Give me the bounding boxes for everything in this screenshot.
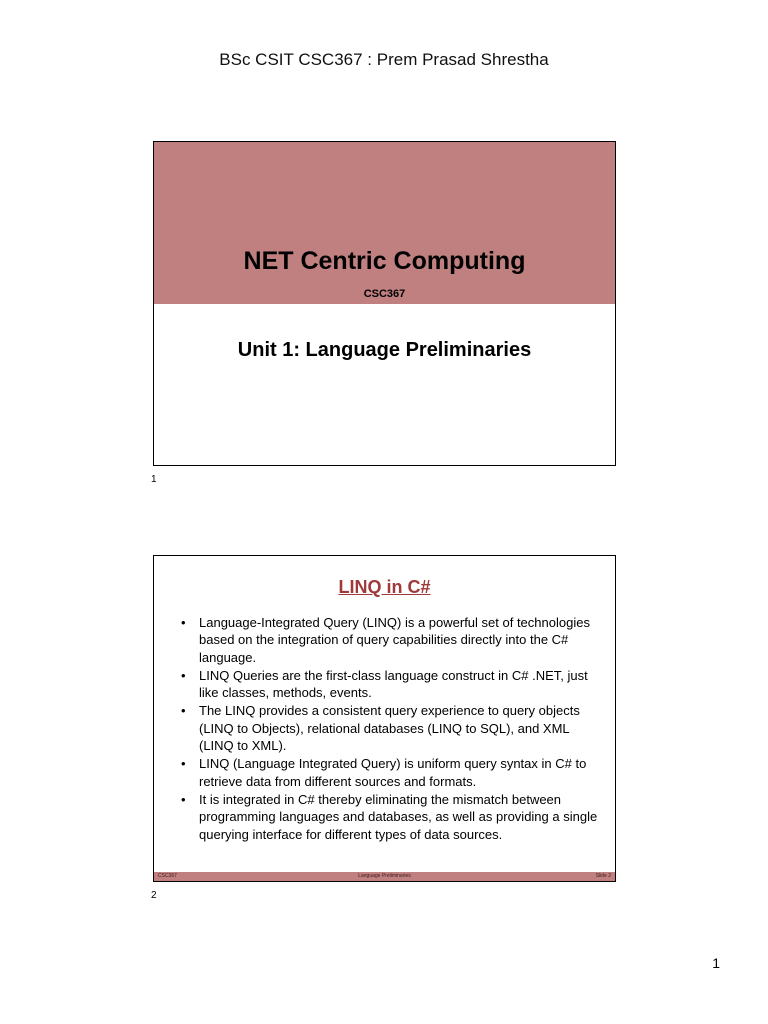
list-item (181, 667, 601, 702)
slide-1-unit-title: Unit 1: Language Preliminaries (237, 339, 532, 361)
slide-1-number: 1 (151, 474, 157, 485)
bullet-icon: • (181, 791, 186, 807)
bullet-text: Language-Integrated Query (LINQ) is a powerful set of technologies based on the integration of query capabilities directly into the C# language. (199, 615, 590, 665)
list-item (181, 791, 601, 843)
slide-2-bullet-list (181, 614, 601, 844)
list-item (181, 702, 601, 754)
bullet-icon: • (181, 615, 186, 630)
bullet-text: It is integrated in C# thereby eliminating the mismatch between programming languages and databases, as well as providing a single querying interface for different types of data sources. (199, 791, 598, 842)
list-item (181, 614, 601, 666)
slide-2-number: 2 (151, 890, 157, 901)
slide-2-title: LINQ in C# (338, 577, 431, 597)
bullet-icon: • (181, 667, 186, 683)
slide-1-course-code: CSC367 (363, 288, 406, 300)
slide-2-footer-left: CSC367 (158, 873, 177, 879)
page-number: 1 (712, 955, 720, 971)
slide-2-footer-band (154, 872, 615, 881)
bullet-icon: • (181, 756, 186, 772)
slide-2-footer-right: Slide 2 (595, 873, 611, 879)
slide-2 (153, 555, 616, 882)
slide-1-title: NET Centric Computing (243, 247, 526, 275)
bullet-icon: • (181, 703, 186, 719)
bullet-text: LINQ (Language Integrated Query) is uniform query syntax in C# to retrieve data from different sources and formats. (199, 756, 587, 789)
slide-2-footer-center: Language Preliminaries (358, 873, 411, 879)
list-item (181, 755, 601, 790)
slide-1-title-band (154, 142, 615, 304)
bullet-text: The LINQ provides a consistent query experience to query objects (LINQ to Objects), relational databases (LINQ to SQL), and XML (LINQ to XML). (199, 703, 580, 754)
page-header: BSc CSIT CSC367 : Prem Prasad Shrestha (219, 50, 549, 69)
bullet-text: LINQ Queries are the first-class language construct in C# .NET, just like classes, methods, events. (199, 667, 588, 701)
slide-1 (153, 141, 616, 466)
